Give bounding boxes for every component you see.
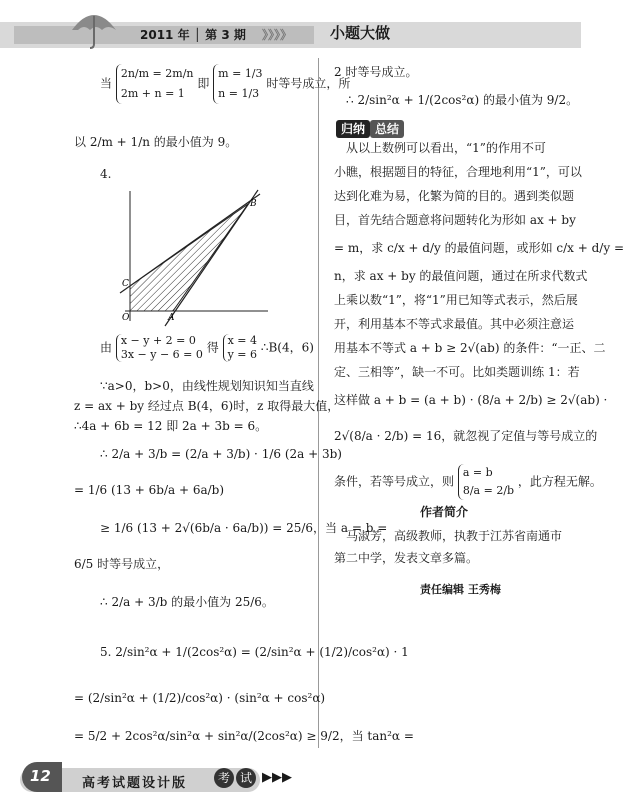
line-5: z = ax + by 经过点 B(4，6)时，z 取得最大值， — [74, 399, 340, 413]
eq: a = b — [462, 466, 493, 479]
solution-system — [223, 334, 257, 362]
author-line: 马淑芳，高级教师，执教于江苏省南通市 — [346, 529, 563, 543]
para-line: 上乘以数“1”，将“1”用已知等式表示，然后展 — [334, 293, 578, 307]
eq: m = 1/3 — [218, 67, 263, 80]
eq: x − y + 2 = 0 — [120, 334, 196, 347]
section-tag — [336, 120, 404, 138]
para-line: 达到化难为易，化繁为简的目的。遇到类似题 — [334, 189, 575, 203]
column-title: 小题大做 — [330, 24, 391, 42]
editor-credit: 责任编辑 王秀梅 — [420, 583, 501, 596]
text: 当 — [100, 76, 113, 91]
question-4: 4. — [100, 167, 112, 181]
eq: x = 4 — [227, 334, 257, 347]
para-line: = m，求 c/x + d/y 的最值问题，或形如 c/x + d/y = — [334, 241, 624, 255]
line-14: = 5/2 + 2cos²α/sin²α + sin²α/(2cos²α) ≥ 9/2，当 tan²α = — [74, 729, 414, 743]
eq: 2n/m = 2m/n — [120, 67, 194, 80]
author-line: 第二中学，发表文章多篇。 — [334, 551, 479, 565]
line-3 — [100, 334, 314, 362]
origin-label: O — [122, 313, 130, 323]
para-line: 这样做 a + b = (a + b) · (8/a + 2/b) ≥ 2√(ab) · — [334, 393, 608, 407]
badge-shi: 试 — [236, 768, 256, 788]
eq: n = 1/3 — [218, 87, 260, 100]
line-2: 以 2/m + 1/n 的最小值为 9。 — [74, 135, 238, 149]
line-7: ∴ 2/a + 3/b = (2/a + 3/b) · 1/6 (2a + 3b) — [100, 447, 342, 461]
text: ∴B(4，6) — [260, 340, 314, 355]
issue-label: 2011 年 │ 第 3 期 — [140, 28, 246, 42]
r-line-1: 2 时等号成立。 — [334, 65, 418, 79]
point-C-label: C — [122, 279, 129, 289]
author-title: 作者简介 — [420, 505, 469, 519]
line-1 — [100, 64, 350, 104]
line-10: 6/5 时等号成立， — [74, 557, 170, 571]
para-line: 用基本不等式 a + b ≥ 2√(ab) 的条件：“一正、二 — [334, 341, 606, 355]
page-number: 12 — [30, 767, 51, 785]
footer-arrows: ▶▶▶ — [262, 770, 292, 785]
solution-system — [213, 64, 262, 104]
para-line: 2√(8/a · 2/b) = 16，就忽视了定值与等号成立的 — [334, 429, 598, 443]
text: 由 — [100, 340, 113, 355]
text: 条件，若等号成立，则 — [334, 474, 455, 489]
eq: 3x − y − 6 = 0 — [120, 348, 203, 361]
line-6: ∴4a + 6b = 12 即 2a + 3b = 6。 — [74, 419, 268, 433]
para-line: 小瞧，根据题目的特征，合理地利用“1”，可以 — [334, 165, 582, 179]
header-arrows: 》》》》 — [262, 28, 293, 42]
line-13: = (2/sin²α + (1/2)/cos²α) · (sin²α + cos²α) — [74, 691, 326, 705]
tag-zongjie: 总结 — [370, 120, 404, 138]
para-line: 目，首先结合题意将问题转化为形如 ax + by — [334, 213, 576, 227]
para-line-13 — [334, 464, 602, 500]
footer-title: 高考试题设计版 — [82, 776, 188, 791]
r-line-2: ∴ 2/sin²α + 1/(2cos²α) 的最小值为 9/2。 — [346, 93, 579, 107]
badge-kao: 考 — [214, 768, 234, 788]
line-8: = 1/6 (13 + 6b/a + 6a/b) — [74, 483, 225, 497]
footer-badges — [214, 768, 256, 788]
line-4: ∵a>0，b>0，由线性规划知识知当直线 — [100, 379, 314, 393]
line-12: 5. 2/sin²α + 1/(2cos²α) = (2/sin²α + (1/2)/cos²α) · 1 — [100, 645, 409, 659]
shaded-region — [130, 204, 248, 311]
point-B-label: B — [250, 199, 257, 209]
tag-guina: 归纳 — [336, 120, 370, 138]
para-line: 定、三相等”，缺一不可。比如类题训练 1：若 — [334, 365, 580, 379]
eq: 8/a = 2/b — [462, 484, 515, 497]
para-line: n，求 ax + by 的最值问题，通过在所求代数式 — [334, 269, 588, 283]
umbrella-icon — [68, 4, 120, 50]
text: 时等号成立，所 — [266, 76, 351, 91]
line-11: ∴ 2/a + 3/b 的最小值为 25/6。 — [100, 595, 274, 609]
equation-system — [458, 464, 514, 500]
point-A-label: A — [168, 313, 175, 323]
para-line: 从以上数例可以看出，“1”的作用不可 — [346, 141, 546, 155]
text: 即 — [197, 76, 210, 91]
text: ，此方程无解。 — [517, 474, 602, 489]
feasible-region-graph — [120, 186, 270, 326]
text: 得 — [206, 340, 219, 355]
eq: y = 6 — [227, 348, 257, 361]
eq: 2m + n = 1 — [120, 87, 185, 100]
equation-system — [116, 64, 194, 104]
line-9: ≥ 1/6 (13 + 2√(6b/a · 6a/b)) = 25/6，当 a = b = — [100, 521, 388, 535]
para-line: 开，利用基本不等式求最值。其中必须注意运 — [334, 317, 575, 331]
equation-system — [116, 334, 203, 362]
